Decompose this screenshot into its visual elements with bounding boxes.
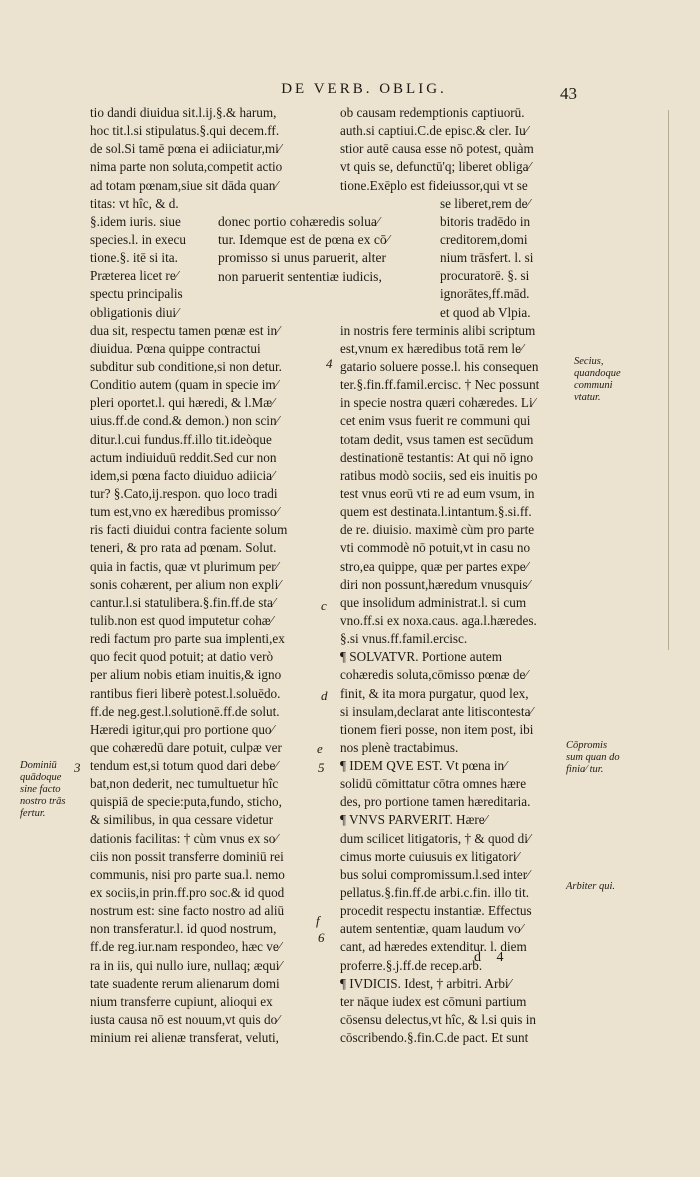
statute-line: tur. Idemque est de pœna ex cō⁄: [218, 232, 390, 248]
text-line: §.idem iuris. siue: [90, 213, 181, 229]
right-rule-line: [668, 110, 669, 650]
text-line: quo fecit quod potuit; at datio verò: [90, 649, 274, 665]
text-line: idem,si pœna facto diuiduo adiicia⁄: [90, 467, 275, 483]
text-line: ignorātes,ff.mād.: [440, 286, 530, 302]
text-line: nium trāsfert. l. si: [440, 250, 534, 266]
text-line: ter nāque iudex est cōmuni partium: [340, 993, 527, 1009]
text-line: tate suadente rerum alienarum domi: [90, 975, 280, 991]
text-line: cantur.l.si statulibera.§.fin.ff.de sta⁄: [90, 594, 276, 610]
text-line: cet enim vsus fuerit re communi qui: [340, 413, 531, 429]
text-line: ff.de neg.gest.l.solutionē.ff.de solut.: [90, 703, 280, 719]
text-line: per alium nobis etiam inuitis,& igno: [90, 667, 282, 683]
text-line: tur? §.Cato,ij.respon. quo loco tradi: [90, 485, 278, 501]
right-margin-gloss-2: Cōpromis sum quan do finia⁄ tur.: [566, 740, 620, 775]
text-line: tio dandi diuidua sit.l.ij.§.& harum,: [90, 105, 277, 120]
text-line: non transferatur.l. id quod nostrum,: [90, 921, 277, 937]
text-line: finit, & ita mora purgatur, quod lex,: [340, 685, 529, 701]
text-line: stior autē causa esse nō potest, quàm: [340, 141, 534, 157]
text-line: nostrum est: sine facto nostro ad aliū: [90, 903, 285, 919]
text-line: ¶ SOLVATVR. Portione autem: [340, 649, 503, 665]
text-line: procedit respectu instantiæ. Effectus: [340, 903, 532, 919]
text-line: bitoris tradēdo in: [440, 213, 531, 229]
margin-letter-f: f: [316, 913, 320, 928]
text-line: si insulam,declarat ante litiscontesta⁄: [340, 703, 533, 719]
text-line: ciis non possit transferre dominiū rei: [90, 848, 284, 864]
text-line: ad totam pœnam,siue sit dāda quan⁄: [90, 177, 278, 193]
text-line: hoc tit.l.si stipulatus.§.qui decem.ff.: [90, 123, 280, 139]
text-line: de re. diuisio. maximè cùm pro parte: [340, 522, 535, 538]
text-line: actum indiuiduū reddit.Sed cur non: [90, 449, 277, 465]
text-line: teneri, & pro rata ad pœnam. Solut.: [90, 540, 277, 556]
text-line: que cohæredū dare potuit, culpæ ver: [90, 739, 282, 755]
text-line: nium transferre cupiunt, alioqui ex: [90, 993, 273, 1009]
text-line: in nostris fere terminis alibi scriptum: [340, 322, 536, 338]
text-line: gatario soluere posse.l. his consequen: [340, 358, 539, 374]
text-line: creditorem,domi: [440, 231, 528, 247]
text-line: §.si vnus.ff.famil.ercisc.: [340, 631, 468, 647]
text-line: de sol.Si tamē pœna ei adiiciatur,mi⁄: [90, 141, 282, 157]
text-line: nos plenè tractabimus.: [340, 739, 459, 755]
text-line: tionem fieri posse, non item post, ibi: [340, 721, 534, 737]
text-line: ter.§.fin.ff.famil.ercisc. † Nec possunt: [340, 377, 540, 393]
margin-letter-e: e: [317, 741, 323, 756]
text-line: proferre.§.j.ff.de recep.arb.: [340, 957, 483, 973]
text-line: test vnus eorū vti re ad eum vsum, in: [340, 485, 535, 501]
text-line: ditur.l.cui fundus.ff.illo tit.ideòque: [90, 431, 272, 447]
text-line: Præterea licet re⁄: [90, 268, 178, 284]
margin-letter-c: c: [321, 598, 327, 613]
text-line: ¶ IDEM QVE EST. Vt pœna in⁄: [340, 758, 507, 774]
text-line: spectu principalis: [90, 286, 183, 302]
text-line: diuidua. Pœna quippe contractui: [90, 340, 261, 356]
text-line: quem est destinata.l.intantum.§.si.ff.: [340, 504, 532, 520]
text-line: iusta causa nō est nouum,vt quis do⁄: [90, 1012, 280, 1028]
text-line: Conditio autem (quam in specie im⁄: [90, 377, 278, 393]
text-line: pleri oportet.l. qui hæredi, & l.Mæ⁄: [90, 395, 275, 411]
text-line: stro,ea quippe, quæ per partes expe⁄: [340, 558, 528, 574]
text-line: bat,non dederit, nec tumultuetur hîc: [90, 776, 279, 792]
text-line: nima parte non soluta,competit actio: [90, 159, 283, 175]
text-line: dua sit, respectu tamen pœnæ est in⁄: [90, 322, 280, 338]
text-line: ris facti diuidui contra faciente solum: [90, 522, 288, 538]
text-line: titas: vt hîc, & d.: [90, 195, 179, 211]
margin-letter-d: d: [321, 688, 328, 703]
margin-number-6: 6: [318, 930, 325, 945]
text-line: dationis facilitas: † cùm vnus ex so⁄: [90, 830, 278, 846]
text-line: redi factum pro parte sua implenti,ex: [90, 631, 285, 647]
statute-line: non paruerit sententiæ iudicis,: [218, 268, 382, 284]
text-line: Hæredi igitur,qui pro portione quo⁄: [90, 721, 274, 737]
text-line: ¶ VNVS PARVERIT. Hære⁄: [340, 812, 487, 828]
catchword: d 4: [474, 950, 510, 965]
text-line: est,vnum ex hæredibus totā rem le⁄: [340, 340, 524, 356]
text-line: diri non possunt,hæredum vnusquis⁄: [340, 576, 530, 592]
margin-number-4: 4: [326, 356, 333, 371]
text-line: ra in iis, qui nullo iure, nullaq; æqui⁄: [90, 957, 282, 973]
text-line: tum est,vno ex hæredibus promisso⁄: [90, 504, 279, 520]
text-line: quispiā de specie:puta,fundo, sticho,: [90, 794, 282, 810]
text-line: ob causam redemptionis captiuorū.: [340, 105, 525, 120]
text-line: tione.Exēplo est fideiussor,qui vt se: [340, 177, 528, 193]
text-line: solidū cōmittatur cōtra omnes hære: [340, 776, 527, 792]
text-line: vno.ff.si ex noxa.caus. aga.l.hæredes.: [340, 612, 537, 628]
text-line: uius.ff.de cond.& demon.) non scin⁄: [90, 413, 279, 429]
text-line: cimus morte cuiusuis ex litigatori⁄: [340, 848, 519, 864]
statute-line: donec portio cohæredis solua⁄: [218, 214, 380, 229]
text-line: vt quis se, defunctū'q; liberet obliga⁄: [340, 159, 531, 175]
text-line: ratibus modò sociis, sed eis inuitis po: [340, 467, 538, 483]
text-line: sonis cohærent, per alium non expli⁄: [90, 576, 281, 592]
text-line: subditur sub conditione,si non detur.: [90, 358, 282, 374]
text-line: rantibus fieri liberè potest.l.soluēdo.: [90, 685, 281, 701]
margin-number-5: 5: [318, 760, 325, 775]
text-line: auth.si captiui.C.de episc.& cler. Iu⁄: [340, 123, 528, 139]
right-margin-gloss-1: Secius, quandoque communi vtatur.: [574, 356, 621, 403]
text-line: quia in factis, quæ vt plurimum per⁄: [90, 558, 278, 574]
text-line: bus solui compromissum.l.sed inter⁄: [340, 866, 530, 882]
text-line: cōsensu delectus,vt hîc, & l.si quis in: [340, 1012, 536, 1028]
text-line: cant, ad hæredes extenditur. l. diem: [340, 939, 527, 955]
text-line: et quod ab Vlpia.: [440, 304, 531, 320]
statute-line: promisso si unus paruerit, alter: [218, 250, 387, 266]
text-line: des, pro portione tamen hæreditaria.: [340, 794, 531, 810]
text-line: & similibus, in qua cessare videtur: [90, 812, 274, 828]
text-line: tione.§. itē si ita.: [90, 250, 178, 266]
text-line: que insolidum administrat.l. si cum: [340, 594, 527, 610]
text-line: vti commodè nō potuit,vt in casu no: [340, 540, 531, 556]
text-line: autem sententiæ, quam laudum vo⁄: [340, 921, 523, 937]
left-margin-gloss: Dominiū quādoque sine facto nostro trās fertur.: [20, 760, 66, 819]
page-number: 43: [560, 84, 577, 103]
text-line: destinationē testantis: At qui nō igno: [340, 449, 534, 465]
right-margin-gloss-3: Arbiter qui.: [566, 881, 615, 892]
text-line: totam dedit, vsus tamen est secūdum: [340, 431, 534, 447]
text-line: ff.de reg.iur.nam respondeo, hæc ve⁄: [90, 939, 281, 955]
text-line: in specie nostra quæri cohæredes. Li⁄: [340, 395, 535, 411]
text-line: dum scilicet litigatoris, † & quod di⁄: [340, 830, 531, 846]
text-line: procuratorē. §. si: [440, 268, 530, 284]
text-line: cōscribendo.§.fin.C.de pact. Et sunt: [340, 1030, 529, 1046]
text-line: communis, nisi pro parte sua.l. nemo: [90, 866, 285, 882]
text-line: minium rei alienæ transferat, veluti,: [90, 1030, 279, 1046]
text-line: tulib.non est quod imputetur cohæ⁄: [90, 612, 273, 628]
text-line: tendum est,si totum quod dari debe⁄: [90, 758, 278, 774]
text-line: ¶ IVDICIS. Idest, † arbitri. Arbi⁄: [340, 975, 511, 991]
statute-text-block: [218, 213, 428, 286]
text-line: species.l. in execu: [90, 231, 186, 247]
text-line: obligationis diui⁄: [90, 304, 179, 320]
text-line: cohæredis soluta,cōmisso pœnæ de⁄: [340, 667, 528, 683]
text-line: ex sociis,in prin.ff.pro soc.& id quod: [90, 885, 285, 901]
text-line: se liberet,rem de⁄: [440, 195, 530, 211]
text-line: pellatus.§.fin.ff.de arbi.c.fin. illo tit.: [340, 885, 530, 901]
running-title: DE VERB. OBLIG.: [281, 81, 447, 97]
margin-number-3: 3: [74, 760, 81, 775]
